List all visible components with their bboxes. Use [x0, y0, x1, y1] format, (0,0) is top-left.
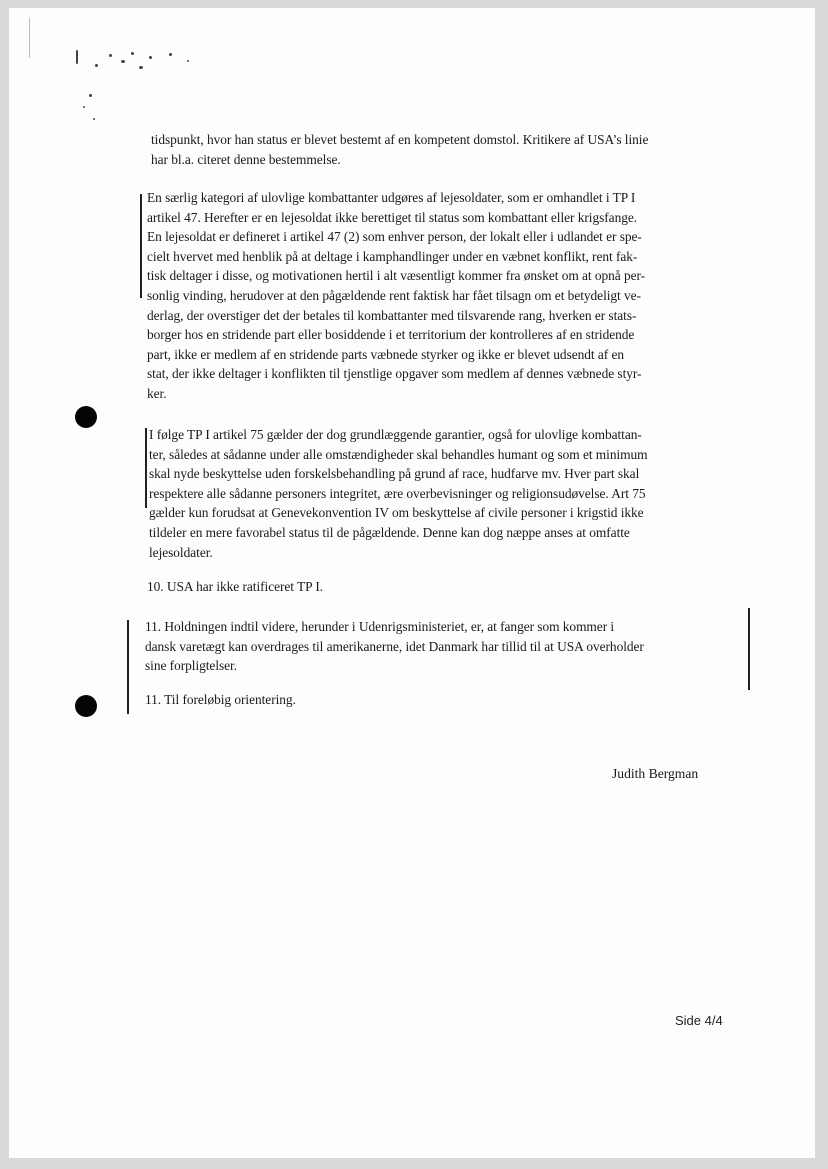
scan-speck	[95, 64, 98, 67]
scan-speck	[109, 54, 112, 57]
punch-hole	[75, 695, 97, 717]
paragraph-usa	[147, 577, 323, 597]
text-line: En lejesoldat er defineret i artikel 47 (2) som enhver person, der lokalt eller i udlandet er spe-	[147, 229, 642, 245]
text-line: lejesoldater.	[149, 544, 213, 560]
text-line: gælder kun forudsat at Genevekonvention IV om beskyttelse af civile personer i krigstid ikke	[149, 505, 644, 521]
text-line: tidspunkt, hvor han status er blevet bestemt af en kompetent domstol. Kritikere af USA’s linie	[151, 132, 649, 147]
text-line: sonlig vinding, herudover at den pågældende rent faktisk har fået tilsagn om et betydeligt ve-	[147, 287, 641, 303]
paragraph-holding	[145, 617, 644, 676]
text-line: ter, således at sådanne under alle omstændigheder skal behandles humant og som et minimum	[149, 446, 648, 462]
paragraph-orientation	[145, 690, 296, 710]
text-line: ker.	[147, 385, 167, 401]
paragraph-intro	[151, 130, 648, 169]
scan-speck	[121, 60, 125, 63]
margin-bar	[140, 194, 142, 298]
text-line: derlag, der overstiger det der betales til kombattanter med tilsvarende rang, hverken er stats-	[147, 307, 637, 323]
scan-speck	[89, 94, 92, 97]
text-line: En særlig kategori af ulovlige kombattanter udgøres af lejesoldater, som er omhandlet i TP I	[147, 190, 636, 205]
page-number: Side 4/4	[675, 1013, 723, 1028]
text-line: I følge TP I artikel 75 gælder der dog grundlæggende garantier, også for ulovlige kombattan-	[149, 427, 642, 442]
scan-speck	[83, 106, 85, 108]
margin-bar	[748, 608, 750, 690]
paragraph-mercenary	[147, 188, 645, 404]
text-line: stat, der ikke deltager i konflikten til tjenstlige opgaver som medlem af dennes væbnede styr-	[147, 366, 642, 382]
text-line: 11. Til foreløbig orientering.	[145, 692, 296, 707]
document-page	[9, 8, 815, 1158]
margin-bar	[127, 620, 129, 714]
scan-speck	[139, 66, 143, 69]
text-line: skal nyde beskyttelse uden forskelsbehandling på grund af race, hudfarve mv. Hver part skal	[149, 466, 640, 482]
paragraph-article-75	[149, 425, 648, 562]
margin-bar	[145, 428, 147, 508]
scan-speck	[76, 50, 78, 64]
scan-speck	[169, 53, 172, 56]
text-line: har bl.a. citeret denne bestemmelse.	[151, 151, 341, 167]
text-line: borger hos en stridende part eller bosiddende i et territorium der kontrolleres af en stridende	[147, 327, 635, 343]
text-line: artikel 47. Herefter er en lejesoldat ikke berettiget til status som kombattant eller krigsfange.	[147, 209, 638, 225]
text-line: 11. Holdningen indtil videre, herunder i Udenrigsministeriet, er, at fanger som kommer i	[145, 619, 615, 634]
punch-hole	[75, 406, 97, 428]
scan-speck	[93, 118, 95, 120]
text-line: cielt hvervet med henblik på at deltage i kamphandlinger under en væbnet konflikt, rent fak-	[147, 248, 638, 264]
scan-speck	[187, 60, 189, 62]
text-line: part, ikke er medlem af en stridende parts væbnede styrker og ikke er blevet udsendt af en	[147, 346, 625, 362]
text-line: 10. USA har ikke ratificeret TP I.	[147, 579, 324, 594]
text-line: respektere alle sådanne personers integritet, ære overbevisninger og religionsudøvelse. Art 75	[149, 485, 646, 501]
text-line: sine forpligtelser.	[145, 658, 238, 674]
scan-speck	[29, 18, 30, 58]
signature: Judith Bergman	[612, 766, 699, 781]
text-line: dansk varetægt kan overdrages til amerikanerne, idet Danmark har tillid til at USA overholder	[145, 638, 644, 654]
scan-speck	[131, 52, 134, 55]
text-line: tisk deltager i disse, og motivationen hertil i alt væsentligt kommer fra ønsket om at opnå per-	[147, 268, 646, 284]
text-line: tildeler en mere favorabel status til de pågældende. Denne kan dog næppe anses at omfatte	[149, 524, 630, 540]
scan-speck	[149, 56, 152, 59]
